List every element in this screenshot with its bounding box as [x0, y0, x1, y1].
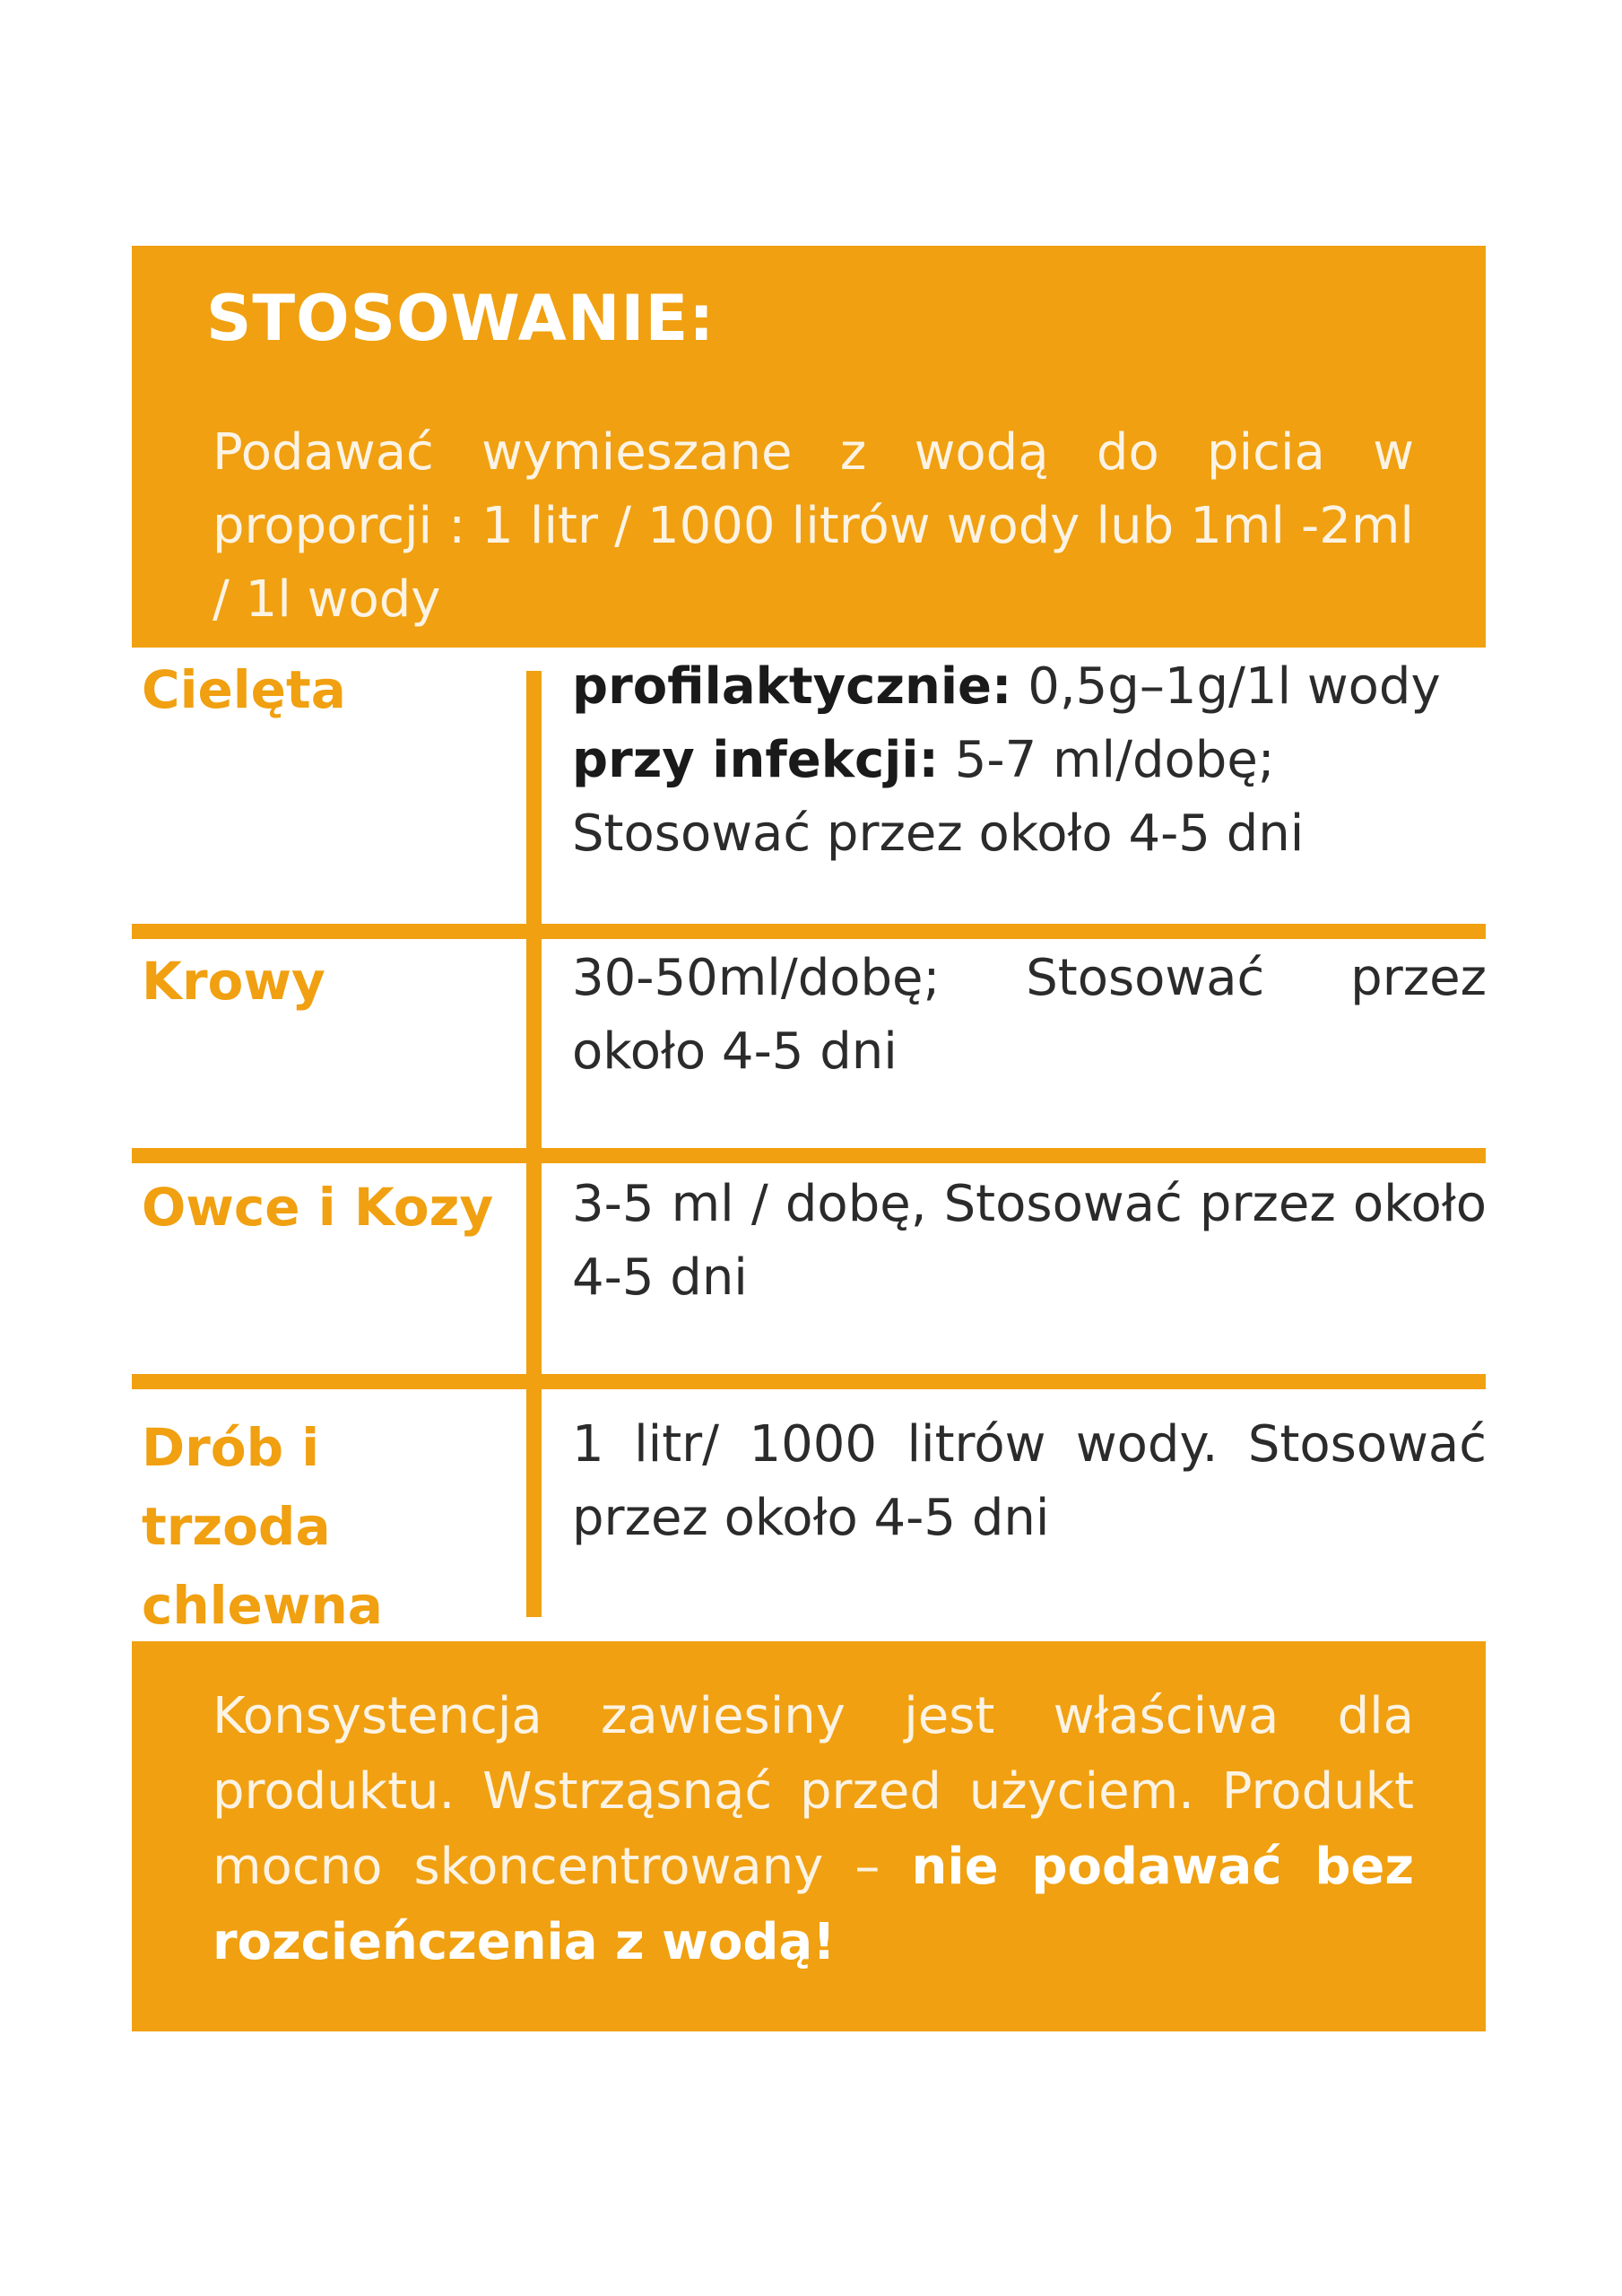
desc-line: przy infekcji: 5-7 ml/dobę; [572, 731, 1275, 789]
row-desc-drob-trzoda: 1 litr/ 1000 litrów wody. Stosować przez około 4-5 dni [572, 1415, 1487, 1547]
footer-text [213, 1679, 1414, 1980]
row-desc-cieleta [572, 650, 1487, 871]
footer-warning: nie podawać bez rozcieńczenia z wodą! [213, 1838, 1414, 1971]
row-label-owce-kozy: Owce i Kozy [142, 1177, 494, 1238]
row-divider [132, 1374, 1486, 1389]
row-desc-owce-kozy: 3-5 ml / dobę, Stosować przez około 4-5 dni [572, 1175, 1487, 1307]
row-desc-krowy: 30-50ml/dobę; Stosować przez około 4-5 dni [572, 949, 1487, 1081]
row-divider [132, 924, 1486, 939]
footer-box [132, 1641, 1486, 2031]
column-divider [526, 671, 542, 1617]
row-label-cieleta: Cielęta [142, 659, 346, 720]
section-title: STOSOWANIE: [206, 282, 716, 355]
desc-line: profilaktycznie: 0,5g–1g/1l wody [572, 657, 1441, 716]
header-box [132, 246, 1486, 648]
row-label-drob-trzoda: Drób i trzoda chlewna [142, 1417, 383, 1636]
footer-note: Konsystencja zawiesiny jest właściwa dla produktu. Wstrząsnąć przed użyciem. Produkt mocno skoncentrowany – [213, 1687, 1414, 1896]
desc-line: Stosować przez około 4-5 dni [572, 804, 1305, 863]
row-label-krowy: Krowy [142, 951, 325, 1012]
row-divider [132, 1148, 1486, 1163]
intro-text: Podawać wymieszane z wodą do picia w proporcji : 1 litr / 1000 litrów wody lub 1ml -2ml / 1l wody [213, 423, 1414, 629]
